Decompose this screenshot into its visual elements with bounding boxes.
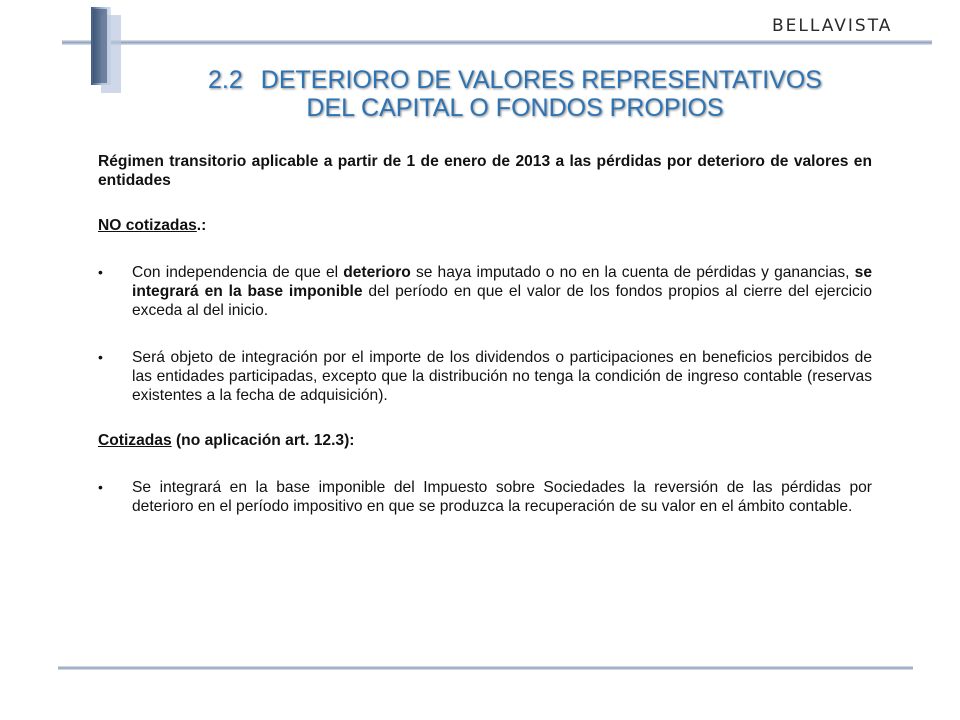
- section-heading-suffix: .:: [196, 217, 207, 234]
- footer-rule: [58, 666, 913, 670]
- bullet-text: se haya imputado o no en la cuenta de pérdidas y ganancias,: [410, 264, 855, 281]
- section-heading-text: NO cotizadas: [98, 217, 197, 234]
- bullet-text: Con independencia de que el: [132, 264, 344, 281]
- bullet-text: Se integrará en la base imponible del Impuesto sobre Sociedades la reversión de las pérdidas por deterioro en el período impositivo en que se produzca la recuperación de su valor en el ámbito contable.: [132, 479, 872, 515]
- bullet-emphasis: se integrará en la base imponible: [132, 264, 873, 300]
- bellavista-logo-icon: [85, 3, 127, 95]
- title-line-2: DEL CAPITAL O FONDOS PROPIOS: [306, 94, 724, 122]
- section-heading-cotizadas: [98, 431, 872, 450]
- title-line-1: [150, 66, 880, 94]
- bullet-icon: •: [98, 349, 103, 365]
- brand-name: BELLAVISTA: [772, 16, 893, 36]
- section-heading-text: Cotizadas: [98, 432, 172, 449]
- slide-title: [150, 66, 880, 122]
- intro-paragraph: Régimen transitorio aplicable a partir de 1 de enero de 2013 a las pérdidas por deterioro de valores en entidades: [98, 153, 872, 189]
- list-item: [98, 348, 872, 405]
- header-rule: [62, 40, 932, 45]
- bullet-icon: •: [98, 479, 103, 495]
- bullet-text: del período en que el valor de los fondos propios al cierre del ejercicio exceda al del inicio.: [132, 283, 872, 319]
- section-heading-suffix: (no aplicación art. 12.3):: [171, 432, 355, 449]
- list-item: [98, 263, 872, 320]
- title-number: 2.2: [208, 66, 243, 94]
- bullet-emphasis: deterioro: [343, 264, 411, 281]
- section-heading-no-cotizadas: [98, 216, 872, 235]
- title-text-1: DETERIORO DE VALORES REPRESENTATIVOS: [260, 66, 822, 94]
- bullet-icon: •: [98, 264, 103, 280]
- slide-body: [98, 152, 872, 516]
- list-item: [98, 478, 872, 516]
- bullet-text: Será objeto de integración por el importe de los dividendos o participaciones en beneficios percibidos de las entidades participadas, excepto que la distribución no tenga la condición de ingreso contable (reservas existentes a la fecha de adquisición).: [132, 349, 872, 404]
